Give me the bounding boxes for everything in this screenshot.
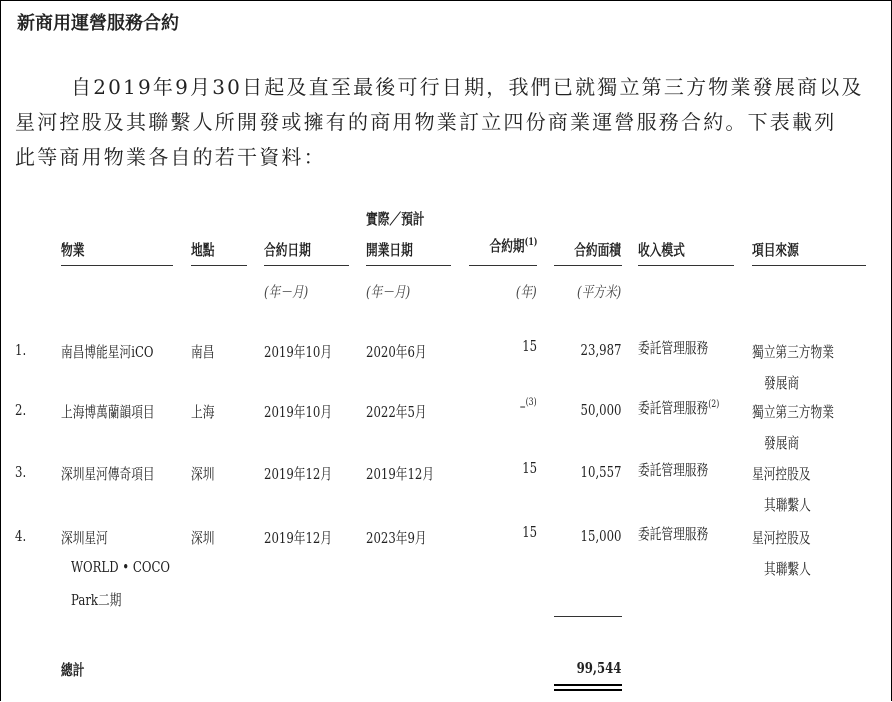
row-number: 4. <box>15 527 27 545</box>
header-contract-date: 合約日期 <box>264 241 311 259</box>
cell-location: 上海 <box>191 403 215 421</box>
subtotal-line <box>554 616 622 617</box>
cell-contract-date: 2019年10月 <box>264 343 333 361</box>
cell-opening-date: 2022年5月 <box>366 403 427 421</box>
cell-location: 深圳 <box>191 529 215 547</box>
total-label: 總計 <box>61 661 85 679</box>
term-value: 15 <box>522 459 537 477</box>
model-value: 委託管理服務 <box>638 525 709 543</box>
cell-source: 發展商 <box>764 374 800 392</box>
model-value: 委託管理服務 <box>638 461 709 479</box>
cell-location: 深圳 <box>191 465 215 483</box>
cell-location: 南昌 <box>191 343 215 361</box>
total-area: 99,544 <box>576 659 621 677</box>
cell-source: 獨立第三方物業 <box>752 343 834 361</box>
cell-term <box>520 397 537 415</box>
cell-opening-date: 2023年9月 <box>366 529 427 547</box>
cell-source: 其聯繫人 <box>764 496 811 514</box>
paragraph-line-1: 自2019年9月30日起及直至最後可行日期，我們已就獨立第三方物業發展商以及 <box>71 75 864 99</box>
cell-property: 深圳星河傳奇項目 <box>61 465 155 483</box>
cell-area: 15,000 <box>580 527 621 545</box>
term-value: 15 <box>522 523 537 541</box>
section-title: 新商用運營服務合約 <box>17 13 179 34</box>
header-underline <box>191 265 247 266</box>
cell-property: 上海博萬蘭韻項目 <box>61 403 155 421</box>
cell-term <box>522 337 537 355</box>
term-value: 15 <box>522 337 537 355</box>
unit-area: (平方米) <box>577 283 622 301</box>
header-property: 物業 <box>61 241 85 259</box>
cell-property: Park二期 <box>71 591 122 609</box>
cell-area: 10,557 <box>580 463 621 481</box>
header-opening-date: 開業日期 <box>366 241 413 259</box>
header-term: 合約期$^{(1)}$ <box>489 237 537 255</box>
header-model: 收入模式 <box>638 241 685 259</box>
total-double-underline <box>554 689 622 691</box>
cell-model <box>638 523 708 544</box>
header-underline <box>366 265 451 266</box>
cell-property: 南昌博能星河iCO <box>61 343 154 361</box>
row-number: 2. <box>15 401 27 419</box>
cell-contract-date: 2019年12月 <box>264 465 333 483</box>
cell-opening-date: 2019年12月 <box>366 465 435 483</box>
cell-contract-date: 2019年10月 <box>264 403 333 421</box>
cell-model <box>638 337 708 358</box>
cell-term <box>522 459 537 477</box>
unit-contract-date: (年－月) <box>264 283 309 301</box>
header-area: 合約面積 <box>574 241 621 259</box>
cell-source: 其聯繫人 <box>764 560 811 578</box>
paragraph-line-3: 此等商用物業各自的若干資料： <box>15 145 326 169</box>
header-underline <box>264 265 349 266</box>
cell-source: 星河控股及 <box>752 529 811 547</box>
cell-model <box>638 459 708 480</box>
row-number: 1. <box>15 341 27 359</box>
term-note: (3) <box>525 397 537 408</box>
cell-source: 發展商 <box>764 434 800 452</box>
cell-contract-date: 2019年12月 <box>264 529 333 547</box>
cell-area: 23,987 <box>580 341 621 359</box>
cell-source: 獨立第三方物業 <box>752 403 834 421</box>
header-source: 項目來源 <box>752 241 799 259</box>
total-double-underline <box>554 684 622 686</box>
cell-term <box>522 523 537 541</box>
model-note: (2) <box>708 399 720 410</box>
cell-property: 深圳星河 <box>61 529 108 547</box>
header-underline <box>554 265 622 266</box>
cell-opening-date: 2020年6月 <box>366 343 427 361</box>
cell-model <box>638 397 719 418</box>
header-underline <box>469 265 537 266</box>
header-opening-date-top: 實際／預計 <box>366 210 425 228</box>
model-value: 委託管理服務 <box>638 399 709 417</box>
row-number: 3. <box>15 463 27 481</box>
cell-property: WORLD • COCO <box>71 558 171 576</box>
term-value: – <box>520 397 526 415</box>
unit-opening-date: (年－月) <box>366 283 411 301</box>
cell-area: 50,000 <box>580 401 621 419</box>
unit-term: (年) <box>516 283 537 301</box>
header-location: 地點 <box>191 241 215 259</box>
header-underline <box>752 265 866 266</box>
paragraph-line-2: 星河控股及其聯繫人所開發或擁有的商用物業訂立四份商業運營服務合約。下表載列 <box>15 110 837 134</box>
model-value: 委託管理服務 <box>638 339 709 357</box>
cell-source: 星河控股及 <box>752 465 811 483</box>
header-underline <box>61 265 173 266</box>
header-underline <box>638 265 734 266</box>
